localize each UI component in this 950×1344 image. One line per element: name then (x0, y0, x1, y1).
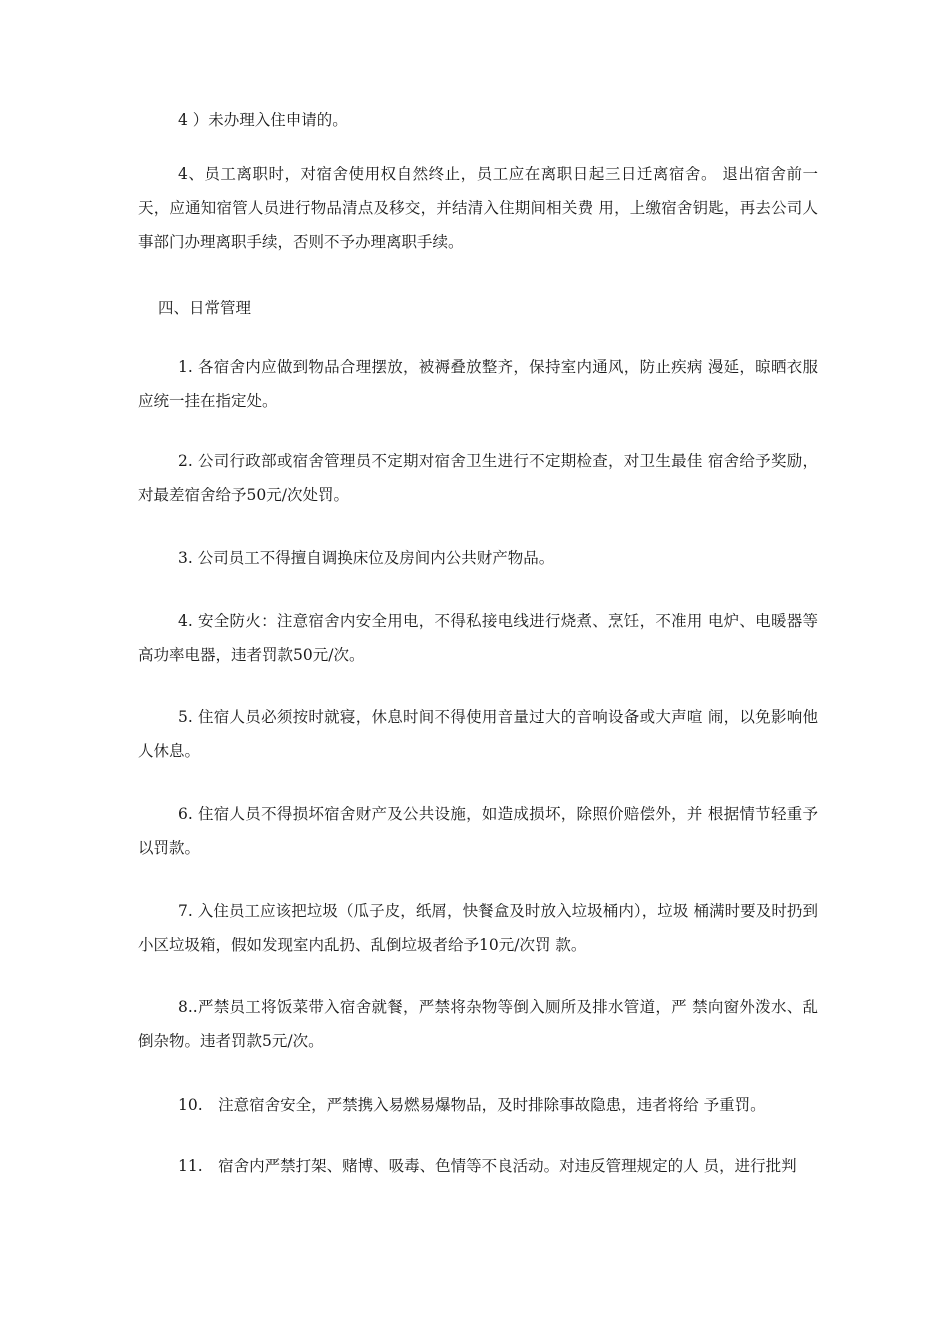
rule-3-no-bed-swap: 3. 公司员工不得擅自调换床位及房间内公共财产物品。 (178, 549, 555, 567)
rule-1-item-arrangement: 1. 各宿舍内应做到物品合理摆放，被褥叠放整齐，保持室内通风，防止疾病 漫延，晾晒衣服应统一挂在指定处。 (138, 358, 818, 410)
rule-5-quiet-hours: 5. 住宿人员必须按时就寝，休息时间不得使用音量过大的音响设备或大声喧 闹，以免影响他人休息。 (138, 708, 818, 760)
rule-6-property-damage: 6. 住宿人员不得损坏宿舍财产及公共设施，如造成损坏，除照价赔偿外，并 根据情节轻重予以罚款。 (138, 805, 818, 857)
rule-11-prohibited-activities: 11. 宿舍内严禁打架、赌博、吸毒、色情等不良活动。对违反管理规定的人 员，进行批判 (178, 1157, 797, 1175)
paragraph-item-4-unregistered: 4 ）未办理入住申请的。 (178, 111, 348, 129)
rule-2-hygiene-inspection: 2. 公司行政部或宿舍管理员不定期对宿舍卫生进行不定期检查，对卫生最佳 宿舍给予奖励，对最差宿舍给予50元/次处罚。 (138, 452, 818, 504)
section-heading-daily-management: 四、日常管理 (158, 299, 252, 317)
rule-7-garbage-disposal: 7. 入住员工应该把垃圾（瓜子皮，纸屑，快餐盒及时放入垃圾桶内），垃圾 桶满时要及时扔到小区垃圾箱，假如发现室内乱扔、乱倒垃圾者给予10元/次罚 款。 (138, 902, 818, 954)
rule-8-no-food-in-dorm: 8..严禁员工将饭菜带入宿舍就餐，严禁将杂物等倒入厕所及排水管道，严 禁向窗外泼水、乱倒杂物。违者罚款5元/次。 (138, 998, 818, 1050)
rule-4-fire-safety: 4. 安全防火：注意宿舍内安全用电，不得私接电线进行烧煮、烹饪，不准用 电炉、电暖器等高功率电器，违者罚款50元/次。 (138, 612, 818, 664)
paragraph-resignation-move-out: 4、员工离职时，对宿舍使用权自然终止，员工应在离职日起三日迁离宿舍。 退出宿舍前一天，应通知宿管人员进行物品清点及移交，并结清入住期间相关费 用，上缴宿舍钥匙，再去公司人事部门办理离职手续，否则不予办理离职手续。 (138, 165, 818, 251)
rule-10-dorm-safety: 10. 注意宿舍安全，严禁携入易燃易爆物品，及时排除事故隐患，违者将给 予重罚。 (178, 1096, 766, 1114)
